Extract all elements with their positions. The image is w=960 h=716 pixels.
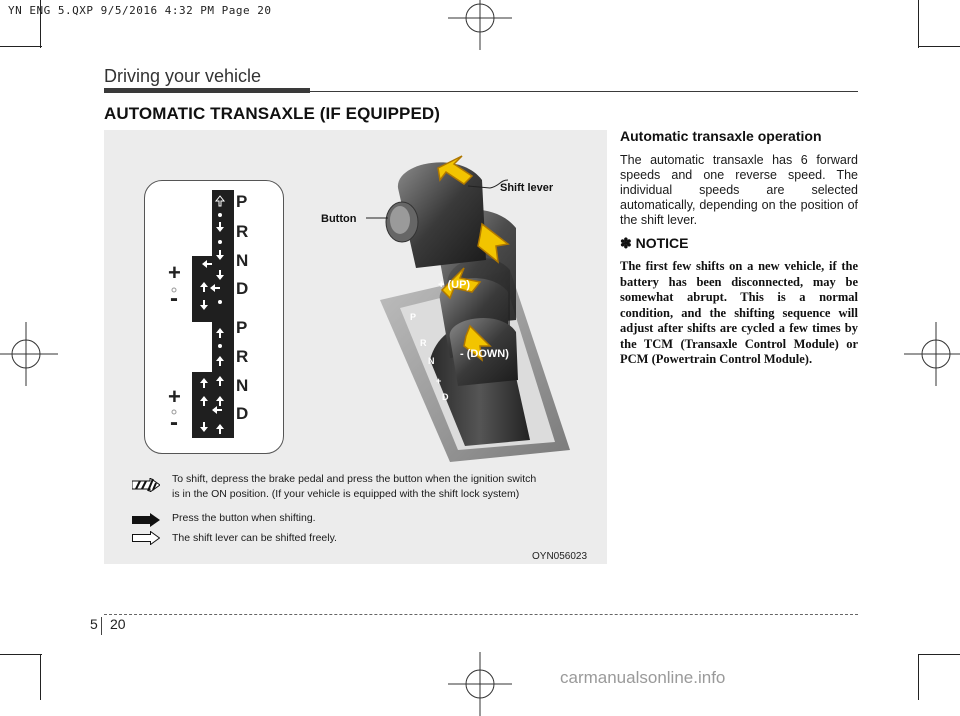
gear-letter: R (236, 222, 249, 241)
notice-title: ✽ NOTICE (620, 235, 689, 251)
outline-arrow-icon (132, 531, 160, 545)
svg-text:P: P (410, 312, 417, 322)
legend-item-text: To shift, depress the brake pedal and press the button when the ignition switch is in the ON position. (If your vehicle is equipped with the shift lock system) (172, 473, 537, 500)
gear-letter: D (236, 279, 249, 298)
body-paragraph: The automatic transaxle has 6 forward speeds and one reverse speed. The individual speeds are selected automatically, depending on the position of the shift lever. (620, 153, 858, 227)
callout-down: - (DOWN) (460, 348, 509, 360)
footer-rule (104, 614, 858, 615)
section-header: Driving your vehicle (104, 66, 262, 86)
registration-mark-bottom (448, 652, 512, 716)
solid-arrow-icon (132, 513, 160, 527)
figure-code: OYN056023 (532, 551, 588, 562)
plus-sign: + (168, 384, 181, 409)
gear-letter: D (236, 404, 249, 423)
page-divider (101, 617, 102, 635)
print-slug: YN ENG 5.QXP 9/5/2016 4:32 PM Page 20 (8, 4, 272, 17)
svg-text:+: + (436, 376, 442, 386)
registration-mark-right (904, 322, 960, 386)
shift-lever-illustration (340, 150, 600, 470)
plus-sign: + (168, 260, 181, 285)
watermark: carmanualsonline.info (560, 668, 726, 687)
gear-letter: R (236, 347, 249, 366)
notice-paragraph: The first few shifts on a new vehicle, if the battery has been disconnected, may be somewhat abrupt. This is a normal condition, and the shifting sequence will adjust after shifts are cycled a few times by the TCM (Transaxle Control Module) or PCM (Powertrain Control Module). (620, 259, 858, 366)
minus-sign: - (170, 285, 178, 312)
legend-item-text: Press the button when shifting. (172, 512, 316, 524)
page-number: 20 (110, 616, 126, 632)
chapter-title: AUTOMATIC TRANSAXLE (IF EQUIPPED) (104, 104, 441, 123)
header-rule-accent (104, 88, 310, 93)
minus-sign: - (170, 409, 178, 436)
gear-letter: N (236, 376, 249, 395)
callout-shift-lever: Shift lever (500, 182, 554, 194)
gear-letter: P (236, 318, 248, 337)
gear-letter: N (236, 251, 249, 270)
section-heading: Automatic transaxle operation (620, 128, 822, 144)
callout-button: Button (321, 213, 357, 225)
gear-letter: P (236, 192, 248, 211)
callout-up: + (UP) (438, 279, 471, 291)
chapter-number: 5 (90, 616, 98, 632)
svg-text:N: N (428, 356, 435, 366)
svg-text:D: D (442, 392, 449, 402)
registration-mark-left (0, 322, 58, 386)
registration-mark-top (448, 0, 512, 50)
legend-item-text: The shift lever can be shifted freely. (172, 532, 337, 544)
svg-text:R: R (420, 338, 427, 348)
striped-arrow-icon (132, 478, 160, 492)
